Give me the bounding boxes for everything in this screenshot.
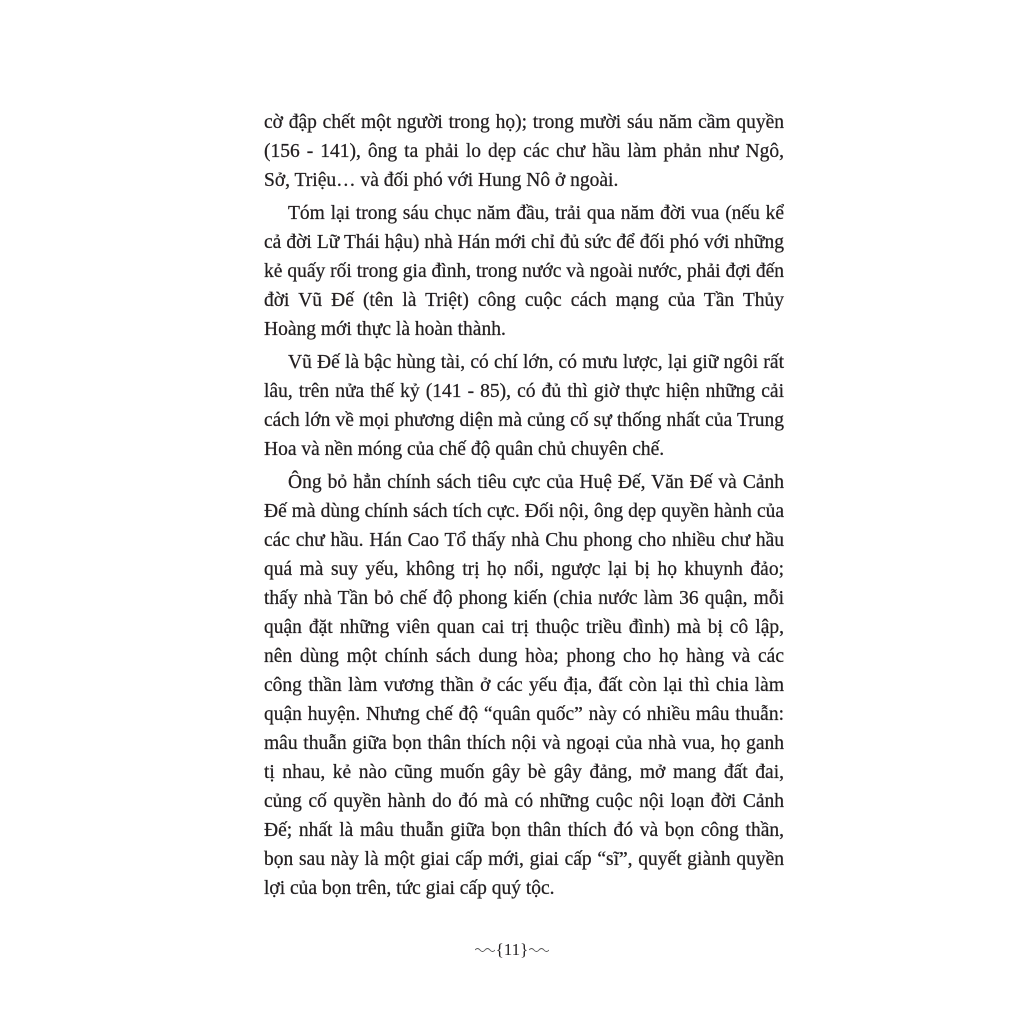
paragraph-1: cờ đập chết một người trong họ); trong mười sáu năm cầm quyền (156 - 141), ông ta phải lo dẹp các chư hầu làm phản như Ngô, Sở, Triệu… và đối phó với Hung Nô ở ngoài. bbox=[264, 112, 784, 191]
paragraph-4: Ông bỏ hẳn chính sách tiêu cực của Huệ Đế, Văn Đế và Cảnh Đế mà dùng chính sách tích cực. Đối nội, ông dẹp quyền hành của các chư hầu. Hán Cao Tổ thấy nhà Chu phong cho nhiều chư hầu quá mà suy yếu, không trị họ nổi, ngược lại bị họ khuynh đảo; thấy nhà Tần bỏ chế độ phong kiến (chia nước làm 36 quận, mỗi quận đặt những viên quan cai trị thuộc triều đình) mà bị cô lập, nên dùng một chính sách dung hòa; phong cho họ hàng và các công thần làm vương thần ở các yếu địa, đất còn lại thì chia làm quận huyện. Nhưng chế độ “quân quốc” này có nhiều mâu thuẫn: mâu thuẫn giữa bọn thân thích nội và ngoại của nhà vua, họ ganh tị nhau, kẻ nào cũng muốn gây bè gây đảng, mở mang đất đai, củng cố quyền hành do đó mà có những cuộc nội loạn đời Cảnh Đế; nhất là mâu thuẫn giữa bọn thân thích đó và bọn công thần, bọn sau này là một giai cấp mới, giai cấp “sĩ”, quyết giành quyền lợi của bọn trên, tức giai cấp quý tộc. bbox=[264, 472, 784, 899]
page-number: {11} bbox=[495, 940, 529, 960]
page-body bbox=[264, 108, 784, 903]
paragraph-3: Vũ Đế là bậc hùng tài, có chí lớn, có mưu lược, lại giữ ngôi rất lâu, trên nửa thế kỷ (141 - 85), có đủ thì giờ thực hiện những cải cách lớn về mọi phương diện mà củng cố sự thống nhất của Trung Hoa và nền móng của chế độ quân chủ chuyên chế. bbox=[264, 352, 784, 460]
wavy-line-right-icon bbox=[529, 946, 549, 954]
wavy-line-left-icon bbox=[475, 946, 495, 954]
paragraph-2: Tóm lại trong sáu chục năm đầu, trải qua năm đời vua (nếu kể cả đời Lữ Thái hậu) nhà Hán mới chỉ đủ sức để đối phó với những kẻ quấy rối trong gia đình, trong nước và ngoài nước, phải đợi đến đời Vũ Đế (tên là Triệt) công cuộc cách mạng của Tần Thủy Hoàng mới thực là hoàn thành. bbox=[264, 203, 784, 340]
page-number-footer bbox=[0, 937, 1024, 962]
